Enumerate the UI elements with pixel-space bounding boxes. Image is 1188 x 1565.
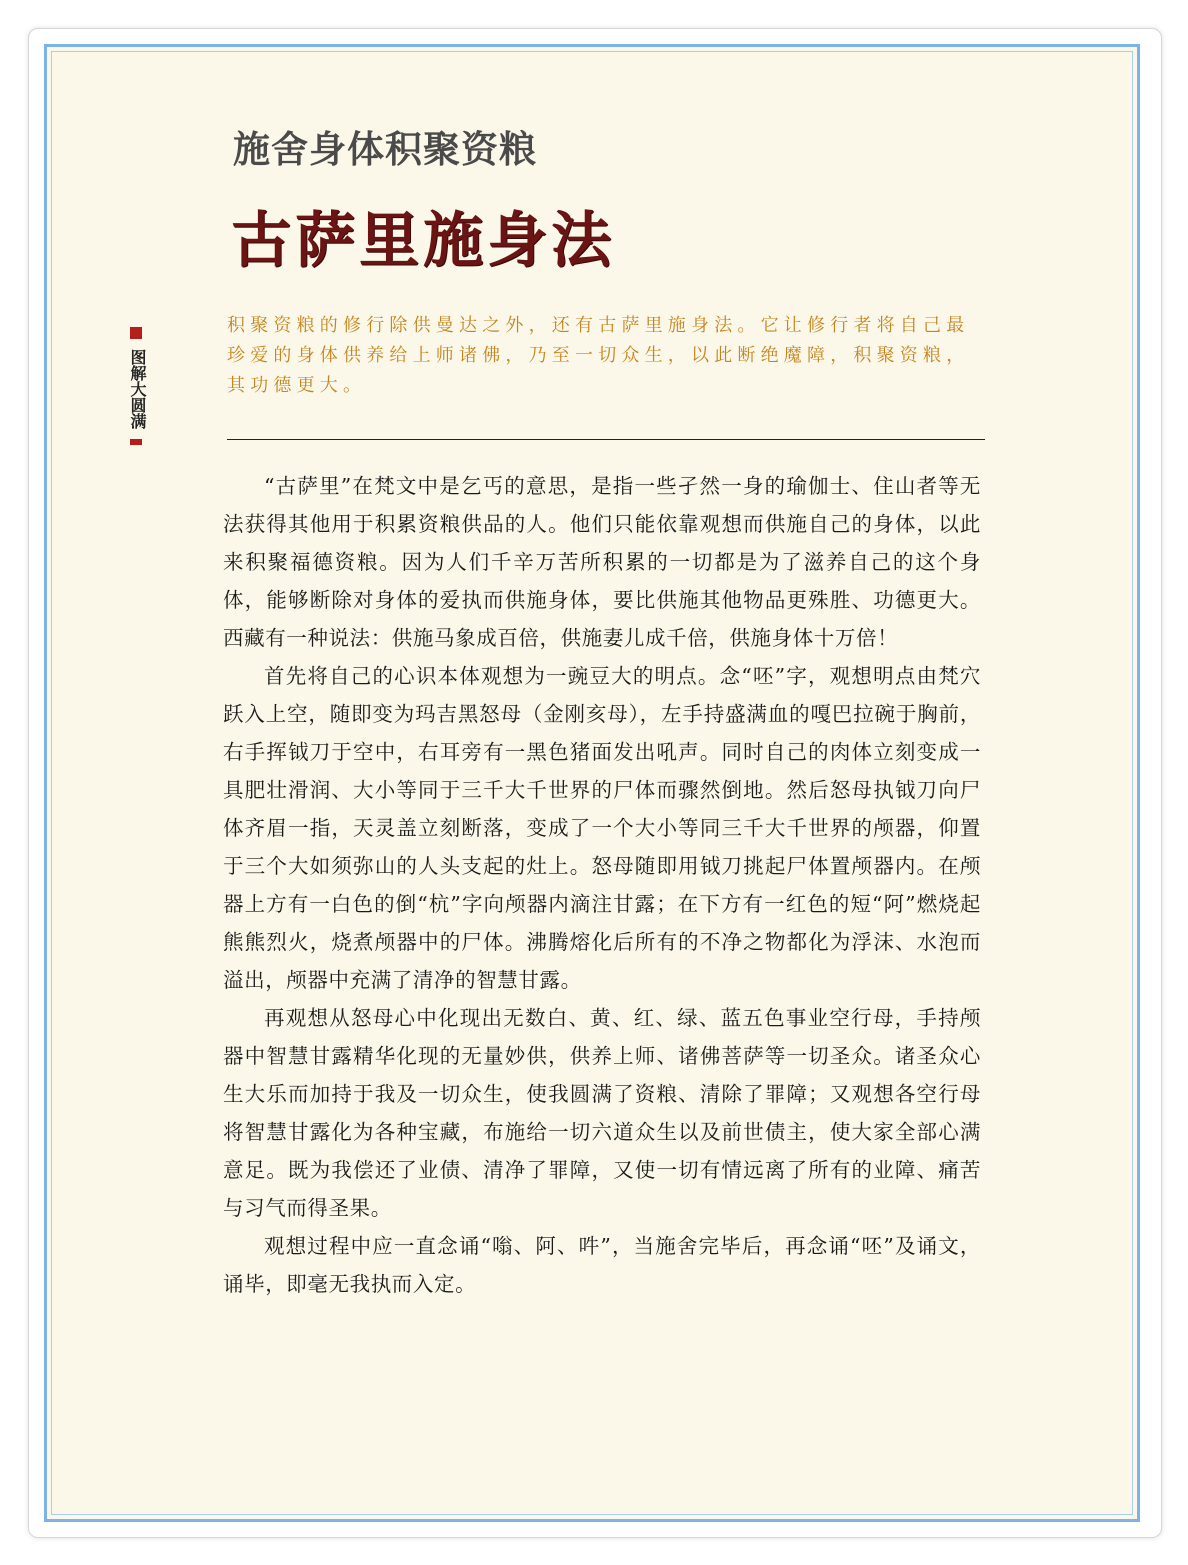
intro-summary: 积聚资粮的修行除供曼达之外，还有古萨里施身法。它让修行者将自己最珍爱的身体供养给上师诸佛，乃至一切众生，以此断绝魔障，积聚资粮，其功德更大。 <box>227 315 970 396</box>
side-tab-top-marker <box>130 327 142 339</box>
section-title: 施舍身体积聚资粮 <box>233 128 537 171</box>
body-paragraph: “古萨里”在梵文中是乞丐的意思，是指一些孑然一身的瑜伽士、住山者等无法获得其他用于积累资粮供品的人。他们只能依靠观想而供施自己的身体，以此来积聚福德资粮。因为人们千辛万苦所积累的一切都是为了滋养自己的这个身体，能够断除对身体的爱执而供施身体，要比供施其他物品更殊胜、功德更大。西藏有一种说法：供施马象成百倍，供施妻儿成千倍，供施身体十万倍！ <box>223 474 981 650</box>
body-paragraph: 首先将自己的心识本体观想为一豌豆大的明点。念“呸”字，观想明点由梵穴跃入上空，随即变为玛吉黑怒母（金刚亥母），左手持盛满血的嘎巴拉碗于胸前，右手挥钺刀于空中，右耳旁有一黑色猪面发出吼声。同时自己的肉体立刻变成一具肥壮滑润、大小等同于三千大千世界的尸体而骤然倒地。然后怒母执钺刀向尸体齐眉一指，天灵盖立刻断落，变成了一个大小等同三千大千世界的颅器，仰置于三个大如须弥山的人头支起的灶上。怒母随即用钺刀挑起尸体置颅器内。在颅器上方有一白色的倒“杭”字向颅器内滴注甘露；在下方有一红色的短“阿”燃烧起熊熊烈火，烧煮颅器中的尸体。沸腾熔化后所有的不净之物都化为浮沫、水泡而溢出，颅器中充满了清净的智慧甘露。 <box>223 664 981 992</box>
side-tab-label: 图解大圆满 <box>128 349 147 429</box>
body-paragraph: 观想过程中应一直念诵“嗡、阿、吽”，当施舍完毕后，再念诵“呸”及诵文，诵毕，即毫无我执而入定。 <box>223 1234 981 1296</box>
main-title: 古萨里施身法 <box>231 206 615 276</box>
side-tab <box>127 327 145 445</box>
body-paragraph: 再观想从怒母心中化现出无数白、黄、红、绿、蓝五色事业空行母，手持颅器中智慧甘露精华化现的无量妙供，供养上师、诸佛菩萨等一切圣众。诸圣众心生大乐而加持于我及一切众生，使我圆满了资粮、清除了罪障；又观想各空行母将智慧甘露化为各种宝藏，布施给一切六道众生以及前世债主，使大家全部心满意足。既为我偿还了业债、清净了罪障，又使一切有情远离了所有的业障、痛苦与习气而得圣果。 <box>223 1006 981 1220</box>
page-frame <box>44 44 1140 1522</box>
body-text <box>223 467 981 1303</box>
side-tab-bottom-marker <box>130 439 142 445</box>
divider-line <box>227 439 985 440</box>
